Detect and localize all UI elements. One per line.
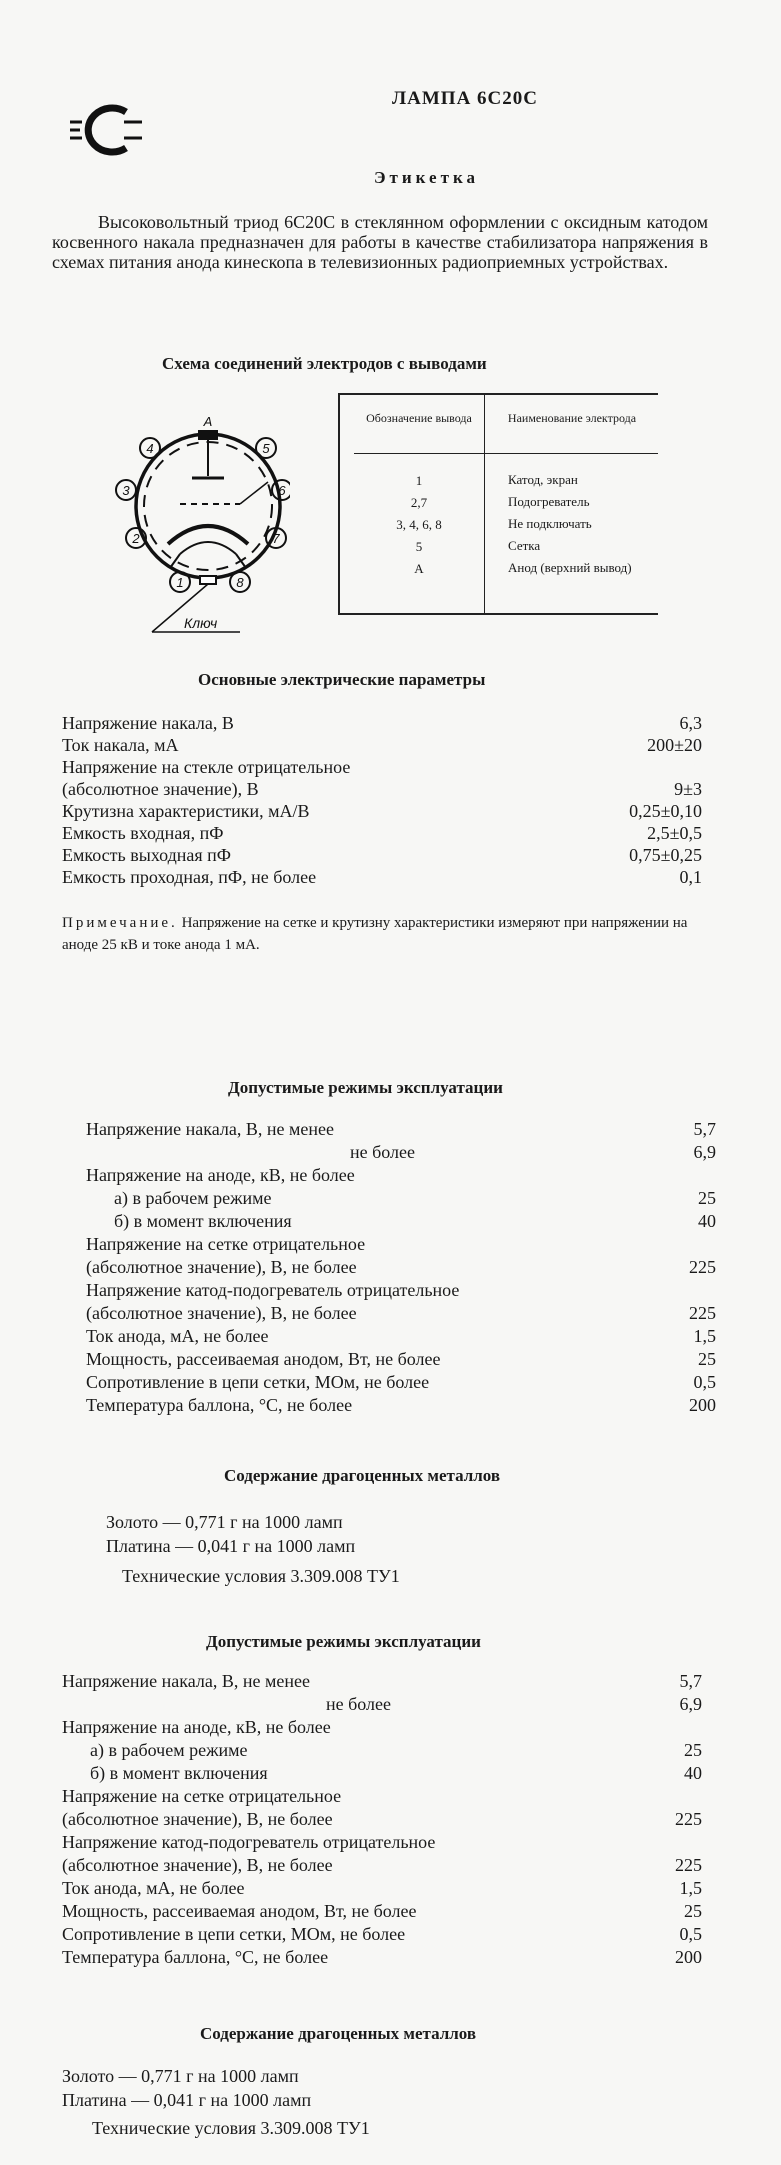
params-heading: Основные электрические параметры — [198, 670, 486, 689]
mode-value: 200 — [689, 1395, 716, 1415]
platinum-content: Платина — 0,041 г на 1000 ламп — [106, 1536, 356, 1556]
mode-label: Мощность, рассеиваемая анодом, Вт, не более — [62, 1901, 417, 1921]
pin-label-4: 4 — [146, 441, 154, 456]
list-item — [62, 756, 702, 778]
mode-label: Сопротивление в цепи сетки, МОм, не более — [62, 1924, 406, 1944]
mode-label: Напряжение накала, В, не менее — [86, 1119, 334, 1139]
mode-label: Напряжение катод-подогреватель отрицательное — [62, 1832, 436, 1852]
list-item — [86, 1348, 716, 1371]
list-item — [62, 1808, 702, 1831]
tech-spec-2: Технические условия 3.309.008 ТУ1 — [92, 2118, 370, 2138]
pin-label-2: 2 — [132, 531, 140, 546]
mode-label: Напряжение накала, В, не менее — [62, 1671, 310, 1691]
mode-label: (абсолютное значение), В, не более — [62, 1855, 333, 1875]
list-item — [62, 1877, 702, 1900]
list-item — [62, 866, 702, 888]
list-item — [86, 1187, 716, 1210]
param-value: 2,5±0,5 — [647, 823, 702, 843]
pin-table — [338, 393, 658, 615]
pin-label-anode: А — [203, 414, 213, 429]
mode-value: 6,9 — [679, 1694, 702, 1714]
list-item — [62, 1739, 702, 1762]
param-value: 9±3 — [674, 779, 702, 799]
pin-number: 1 — [415, 473, 423, 488]
mode-value: 0,5 — [693, 1372, 716, 1392]
metals-list-1 — [106, 1510, 355, 1558]
gold-content: Золото — 0,771 г на 1000 ламп — [62, 2066, 299, 2086]
param-value: 0,75±0,25 — [629, 845, 702, 865]
pin-table-header-pin: Обозначение вывода — [366, 411, 472, 425]
note-prefix: Примечание. — [62, 915, 178, 931]
mode-value: 5,7 — [693, 1119, 716, 1139]
mode-value: 200 — [675, 1947, 702, 1967]
list-item — [86, 1164, 716, 1187]
param-value: 0,25±0,10 — [629, 801, 702, 821]
pin-table-header-electrode: Наименование электрода — [507, 411, 637, 425]
mode-label: Напряжение катод-подогреватель отрицательное — [86, 1280, 460, 1300]
list-item — [62, 712, 702, 734]
schema-heading: Схема соединений электродов с выводами — [162, 354, 487, 373]
param-label: (абсолютное значение), В — [62, 779, 259, 799]
page-title: ЛАМПА 6С20С — [392, 88, 539, 109]
param-value: 0,1 — [679, 867, 702, 887]
mode-value: 25 — [684, 1740, 702, 1760]
pin-number: 2,7 — [410, 495, 428, 510]
metals-list-2 — [62, 2064, 311, 2112]
mode-value: 40 — [698, 1211, 716, 1231]
pin-number: 5 — [415, 539, 423, 554]
list-item — [86, 1302, 716, 1325]
mode-value: 225 — [689, 1303, 716, 1323]
gold-content: Золото — 0,771 г на 1000 ламп — [106, 1512, 343, 1532]
param-label: Емкость проходная, пФ, не более — [62, 867, 317, 887]
list-item — [62, 822, 702, 844]
pin-label-5: 5 — [262, 441, 270, 456]
modes-list-2 — [62, 1670, 702, 1969]
pin-label-6: 6 — [278, 483, 286, 498]
modes-heading-1: Допустимые режимы эксплуатации — [228, 1078, 503, 1097]
mode-label: (абсолютное значение), В, не более — [86, 1303, 357, 1323]
list-item — [86, 1141, 716, 1164]
pin-number: 3, 4, 6, 8 — [396, 517, 442, 532]
pin-label-1: 1 — [176, 575, 184, 590]
pin-label-7: 7 — [272, 531, 280, 546]
mode-label: Напряжение на сетке отрицательное — [62, 1786, 342, 1806]
mode-label: б) в момент включения — [90, 1763, 268, 1783]
mode-label: Напряжение на сетке отрицательное — [86, 1234, 366, 1254]
list-item — [86, 1394, 716, 1417]
mode-label: не более — [350, 1142, 416, 1162]
list-item — [62, 1923, 702, 1946]
electrode-name: Подогреватель — [508, 494, 590, 509]
mode-label: (абсолютное значение), В, не более — [62, 1809, 333, 1829]
list-item — [62, 778, 702, 800]
mode-label: Ток анода, мА, не более — [62, 1878, 245, 1898]
list-item — [62, 1900, 702, 1923]
mode-value: 225 — [675, 1855, 702, 1875]
platinum-content: Платина — 0,041 г на 1000 ламп — [62, 2090, 312, 2110]
mode-label: а) в рабочем режиме — [90, 1740, 248, 1760]
mode-value: 0,5 — [679, 1924, 702, 1944]
mode-label: Ток анода, мА, не более — [86, 1326, 269, 1346]
list-item — [62, 844, 702, 866]
intro-text: Высоковольтный триод 6С20С в стеклянном оформлении с оксидным катодом косвенного накала предназначен для работы в качестве стабилизатора напряжения в схемах питания анода кинескопа в телевизионных радиоприемных устройствах. — [52, 212, 708, 272]
pin-label-3: 3 — [122, 483, 130, 498]
pin-number: А — [414, 561, 424, 576]
list-item — [86, 1279, 716, 1302]
param-label: Напряжение на стекле отрицательное — [62, 757, 351, 777]
metals-heading-2: Содержание драгоценных металлов — [200, 2024, 477, 2043]
list-item — [86, 1371, 716, 1394]
mode-value: 25 — [684, 1901, 702, 1921]
electrode-name: Сетка — [508, 538, 541, 553]
param-label: Емкость выходная пФ — [62, 845, 232, 865]
mode-value: 40 — [684, 1763, 702, 1783]
list-item — [62, 1946, 702, 1969]
mode-label: Напряжение на аноде, кВ, не более — [62, 1717, 331, 1737]
list-item — [62, 1693, 702, 1716]
mode-value: 225 — [689, 1257, 716, 1277]
list-item — [86, 1118, 716, 1141]
param-value: 6,3 — [679, 713, 702, 733]
label-heading: Этикетка — [374, 168, 479, 187]
params-note — [62, 912, 702, 956]
mode-value: 225 — [675, 1809, 702, 1829]
mode-value: 25 — [698, 1349, 716, 1369]
pin-label-8: 8 — [236, 575, 244, 590]
param-label: Напряжение накала, В — [62, 713, 234, 733]
list-item — [62, 1785, 702, 1808]
mode-value: 1,5 — [679, 1878, 702, 1898]
mode-label: б) в момент включения — [114, 1211, 292, 1231]
list-item — [86, 1233, 716, 1256]
list-item — [86, 1210, 716, 1233]
intro-paragraph — [52, 212, 708, 272]
list-item — [86, 1325, 716, 1348]
modes-heading-2: Допустимые режимы эксплуатации — [206, 1632, 481, 1651]
list-item — [62, 1831, 702, 1854]
mode-value: 25 — [698, 1188, 716, 1208]
list-item — [62, 800, 702, 822]
list-item — [62, 1716, 702, 1739]
mode-value: 5,7 — [679, 1671, 702, 1691]
mode-label: Температура баллона, °С, не более — [62, 1947, 329, 1967]
list-item — [62, 1854, 702, 1877]
pin-diagram — [100, 396, 290, 651]
mode-label: Напряжение на аноде, кВ, не более — [86, 1165, 355, 1185]
mode-label: Сопротивление в цепи сетки, МОм, не более — [86, 1372, 430, 1392]
list-item — [62, 734, 702, 756]
mode-label: (абсолютное значение), В, не более — [86, 1257, 357, 1277]
params-list — [62, 712, 702, 888]
key-label: Ключ — [184, 615, 218, 631]
list-item — [62, 1670, 702, 1693]
mode-value: 1,5 — [693, 1326, 716, 1346]
param-value: 200±20 — [647, 735, 702, 755]
list-item — [86, 1256, 716, 1279]
metals-heading-1: Содержание драгоценных металлов — [224, 1466, 501, 1485]
note-text: Напряжение на сетке и крутизну характеристики измеряют при напряжении на аноде 25 кВ и токе анода 1 мА. — [62, 915, 688, 953]
mode-label: не более — [326, 1694, 392, 1714]
mode-label: Мощность, рассеиваемая анодом, Вт, не более — [86, 1349, 441, 1369]
modes-list-1 — [86, 1118, 716, 1417]
electrode-name: Катод, экран — [508, 472, 578, 487]
electrode-name: Не подключать — [508, 516, 592, 531]
tech-spec-1: Технические условия 3.309.008 ТУ1 — [122, 1566, 400, 1586]
mode-label: а) в рабочем режиме — [114, 1188, 272, 1208]
manufacturer-logo — [64, 100, 164, 165]
param-label: Емкость входная, пФ — [62, 823, 224, 843]
electrode-name: Анод (верхний вывод) — [508, 560, 632, 575]
param-label: Ток накала, мА — [62, 735, 179, 755]
param-label: Крутизна характеристики, мА/В — [62, 801, 310, 821]
mode-value: 6,9 — [693, 1142, 716, 1162]
list-item — [62, 1762, 702, 1785]
mode-label: Температура баллона, °С, не более — [86, 1395, 353, 1415]
